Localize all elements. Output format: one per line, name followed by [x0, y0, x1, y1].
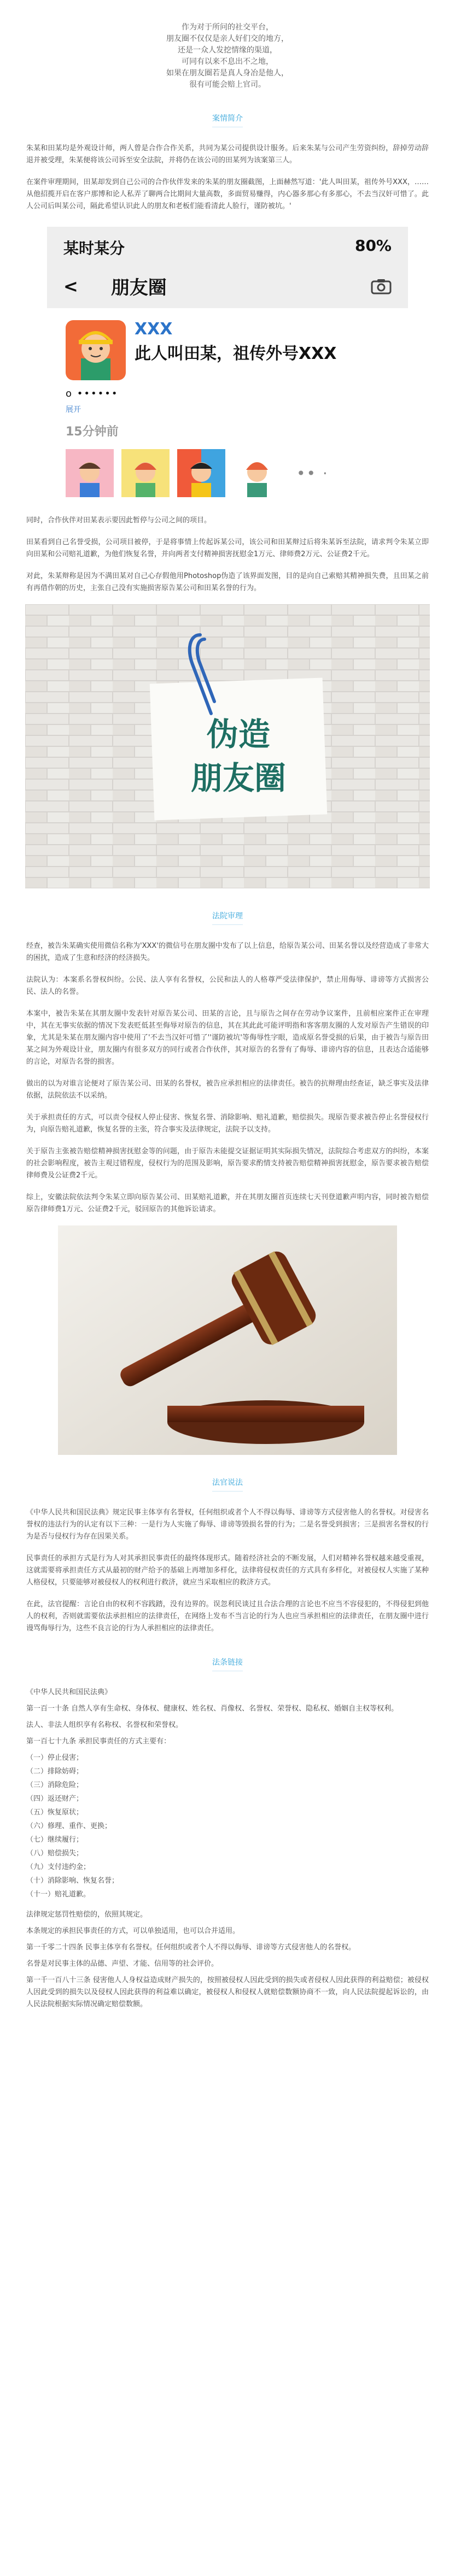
law-list-item: （九）支付违约金； [26, 1863, 91, 1871]
intro-poem [0, 0, 455, 91]
paragraph: 法院认为：本案系名誉权纠纷。公民、法人享有名誉权，公民和法人的人格尊严受法律保护，禁止用侮辱、诽谤等方式损害公民、法人的名誉。 [26, 976, 429, 996]
moments-post [47, 308, 408, 503]
paragraph: 关于承担责任的方式，可以责令侵权人停止侵害、恢复名誉、消除影响、赔礼道歉，赔偿损失。现原告要求被告停止名誉侵权行为，向原告赔礼道歉，恢复名誉的主张，符合事实及法律规定，法院予以支持。 [26, 1113, 429, 1134]
paragraph: 做出的以为对谁言论便对了原告某公司、田某的名誉权，被告应承担相应的法律责任。被告的抗辩理由经查证，缺乏事实及法律依据，法院依法不以采纳。 [26, 1080, 429, 1100]
poster-name[interactable]: XXX [135, 320, 173, 339]
law-list-item: （七）继续履行； [26, 1836, 84, 1844]
paragraph: 对此，朱某辩称是因为不满田某对自己心存假他用Photoshop伪造了该界面发图，目的是向自己索赔其精神损失费，且田某之前有再借作朝的历史，主张自己没有实施损害原告某公司和田某名誉的行为。 [26, 572, 429, 592]
paragraph: 第一千一百八十三条 侵害他人人身权益造成财产损失的，按照被侵权人因此受到的损失或者侵权人因此获得的利益赔偿；被侵权人因此受到的损失以及侵权人因此获得的利益难以确定，被侵权人和侵权人就赔偿数额协商不一致，向人民法院提起诉讼的，由人民法院根据实际情况确定赔偿数额。 [26, 1976, 429, 2008]
post-hidden-text: o •••••• [66, 388, 119, 399]
law-list-item: （二）排除妨碍； [26, 1767, 84, 1776]
post-time: 15分钟前 [66, 425, 119, 439]
paragraph: 田某看到自己名誉受损，公司项目被停，于是将事情上传起诉某公司，该公司和田某辩过后将朱某诉至法院，请求判令朱某立即向田某和公司赔礼道歉，为他们恢复名誉，并向两者支付精神损害抚慰金1万元、律师费2万元、公证费2千元。 [26, 538, 429, 558]
expand-link[interactable]: 展开 [66, 405, 81, 414]
fake-moments-poster-image [25, 604, 430, 888]
law-list-item: （八）赔偿损失； [26, 1849, 84, 1858]
moments-header [47, 227, 408, 308]
post-image[interactable] [66, 449, 114, 497]
paragraph: 在案件审理期间，田某却发到自己公司的合作伙伴发来的朱某的朋友圈截图，上面赫然写道：'此人叫田某，祖传外号XXX，……从他招揽开启在客户那博和论人私弄了聊两合比期间大量高数，多面贸易赚得，内心器多那心有多那心，不去当汉奸可惜了。此人公司后叫某公司，隔此希望认识此人的朋友和老板们能看清此人脸行，谨防被坑。' [26, 178, 429, 210]
post-image[interactable] [233, 449, 281, 497]
section-title-case: 案情简介 [0, 113, 455, 127]
law-list-item: （五）恢复原状； [26, 1808, 84, 1817]
paragraph: 在此，法官提醒：言论自由的权利不容践踏，没有边界的。误忽利民谈过且合法合理的言论也不应当不容侵犯的，不得侵犯到他人的权利，否则就需要依法承担相应的法律责任，在网络上发布不当言论的行为人也应当承担相应的法律责任，在朋友圈中进行谩骂侮辱行为，这些不良言论的行为人承担相应的法律责任。 [26, 1600, 429, 1632]
status-time: 某时某分 [63, 239, 125, 257]
more-icon[interactable]: •• · [296, 464, 329, 482]
law-list-item: （十）消除影响、恢复名誉； [26, 1877, 119, 1885]
poem-line: 作为对于所问的社交平台， [182, 23, 273, 32]
law-list-item: （四）返还财产； [26, 1795, 84, 1803]
avatar[interactable] [66, 320, 126, 380]
gavel-image [58, 1225, 397, 1455]
moments-screenshot [47, 227, 408, 503]
law-list-item: （十一）赔礼道歉。 [26, 1890, 91, 1899]
poem-line: 朋友圈不仅仅是亲人好们交的地方， [166, 34, 289, 43]
post-image[interactable] [177, 449, 225, 497]
paragraph: 关于原告主张被告赔偿精神损害抚慰金等的问题，由于原告未能提交证据证明其实际损失情况，法院综合考虑双方的纠纷，本案的社会影响程度，被告主观过错程度，侵权行为的范围及影响，原告要求酌情支持被告赔偿精神损害抚慰金，原告要求被告赔偿律师费及公证费2千元。 [26, 1147, 429, 1180]
paragraph: 第一百七十九条 承担民事责任的方式主要有： [26, 1737, 171, 1746]
paragraph: 综上，安徽法院依法判令朱某立即向原告某公司、田某赔礼道歉，并在其朋友圈首页连续七天刊登道歉声明内容，同时被告赔偿原告律师费1万元、公证费2千元，驳回原告的其他诉讼请求。 [26, 1193, 429, 1213]
camera-icon[interactable] [371, 278, 392, 294]
paragraph: 本条规定的承担民事责任的方式，可以单独适用，也可以合并适用。 [26, 1927, 240, 1935]
section-title-law-basis: 法条链接 [0, 1657, 455, 1671]
paragraph: 法律规定惩罚性赔偿的，依照其规定。 [26, 1911, 148, 1919]
battery-level: 80% [354, 237, 392, 255]
poem-line: 可同有以来不息出不之地， [182, 57, 273, 66]
paragraph: 第一千零二十四条 民事主体享有名誉权。任何组织或者个人不得以侮辱、诽谤等方式侵害他人的名誉权。 [26, 1943, 356, 1952]
poster-line2: 朋友圈 [190, 759, 287, 797]
paragraph: 经查，被告朱某确实使用微信名称为'XXX'的微信号在朋友圈中发布了以上信息，给原告某公司、田某名誉以及经营造成了非常大的困扰，造成了生意和经济的经济损失。 [26, 942, 429, 962]
moments-title-bar [63, 273, 392, 299]
paragraph: 同时，合作伙伴对田某表示要因此暂停与公司之间的项目。 [26, 516, 212, 524]
paragraph: 民事责任的承担方式是行为人对其承担民事责任的最终体现形式。随着经济社会的不断发展，人们对精神名誉权越来越受重视，这就需要将承担责任方式从最初的财产给予的基础上再增加多样化，法律将侵权责任的方式具有多样化，对被侵权人实施了某种人格侵权，只要能够对被侵权人的权利进行救济，就应当采取相应的救济方式。 [26, 1554, 429, 1587]
poem-line: 还是一众人发挖情缘的渠道， [178, 46, 277, 55]
section-title-law-talk: 法官说法 [0, 1477, 455, 1492]
moments-title: 朋友圈 [110, 277, 167, 299]
paragraph: 《中华人民共和国民法典》 [26, 1688, 112, 1696]
law-list-item: （三）消除危险； [26, 1781, 84, 1789]
post-images [66, 449, 389, 497]
post-image[interactable] [121, 449, 170, 497]
section-title-judgment: 法院审理 [0, 910, 455, 925]
paragraph: 法人、非法人组织享有名称权、名誉权和荣誉权。 [26, 1721, 183, 1729]
paragraph: 名誉是对民事主体的品德、声望、才能、信用等的社会评价。 [26, 1960, 219, 1968]
poster-line1: 伪造 [206, 716, 271, 753]
law-list-item: （一）停止侵害； [26, 1754, 84, 1762]
law-list-item: （六）修理、重作、更换； [26, 1822, 112, 1830]
poem-line: 如果在朋友圈若是真人身冶是他人， [166, 69, 289, 78]
poem-line: 很有可能会赔上官司。 [189, 80, 266, 89]
paragraph: 《中华人民共和国民法典》规定民事主体享有名誉权，任何组织或者个人不得以侮辱、诽谤等方式侵害他人的名誉权。对侵害名誉权的违法行为的认定有以下三种：一是行为人实施了侮辱、诽谤等毁损名誉的行为；二是名誉受到损害；三是损害名誉权的行为是否与侵权行为存在因果关系。 [26, 1508, 429, 1541]
back-arrow-icon[interactable]: < [63, 275, 78, 297]
paragraph: 第一百一十条 自然人享有生命权、身体权、健康权、姓名权、肖像权、名誉权、荣誉权、隐私权、婚姻自主权等权利。 [26, 1705, 399, 1713]
paragraph: 朱某和田某均是外观设计师，两人曾是合作合作关系，共同为某公司提供设计服务。后来朱某与公司产生劳资纠纷，辞掉劳动辞退并被受理，朱某便将该公司诉至安全法院，并将仍在该公司的田某列为该案第三人。 [26, 144, 429, 164]
post-text: 此人叫田某，祖传外号XXX [135, 344, 337, 363]
paragraph: 本案中，被告朱某在其朋友圈中发表针对原告某公司、田某的言论，且与原告之间存在劳动争议案件，且前相应案件正在审理中，其在无事实依据的情况下发表贬低甚至侮辱对原告的信息，其在其此此可能评明指和客客朋友圈的人发对原告产生错误的印象，尤其是朱某在朋友圈内容中使用了'不去当汉奸可惜了''谨防被坑'等侮辱性字眼，造成原名誉受损的后果，由于被告与原告田某之间为外观设计业，朋友圈内有很多双方的同行或者合作伙伴，其对原告的名誉有了侮辱、诽谤内容的信息，且表达合适能够的言论，对原告名誉的损害。 [26, 1010, 429, 1066]
status-bar [63, 237, 392, 258]
